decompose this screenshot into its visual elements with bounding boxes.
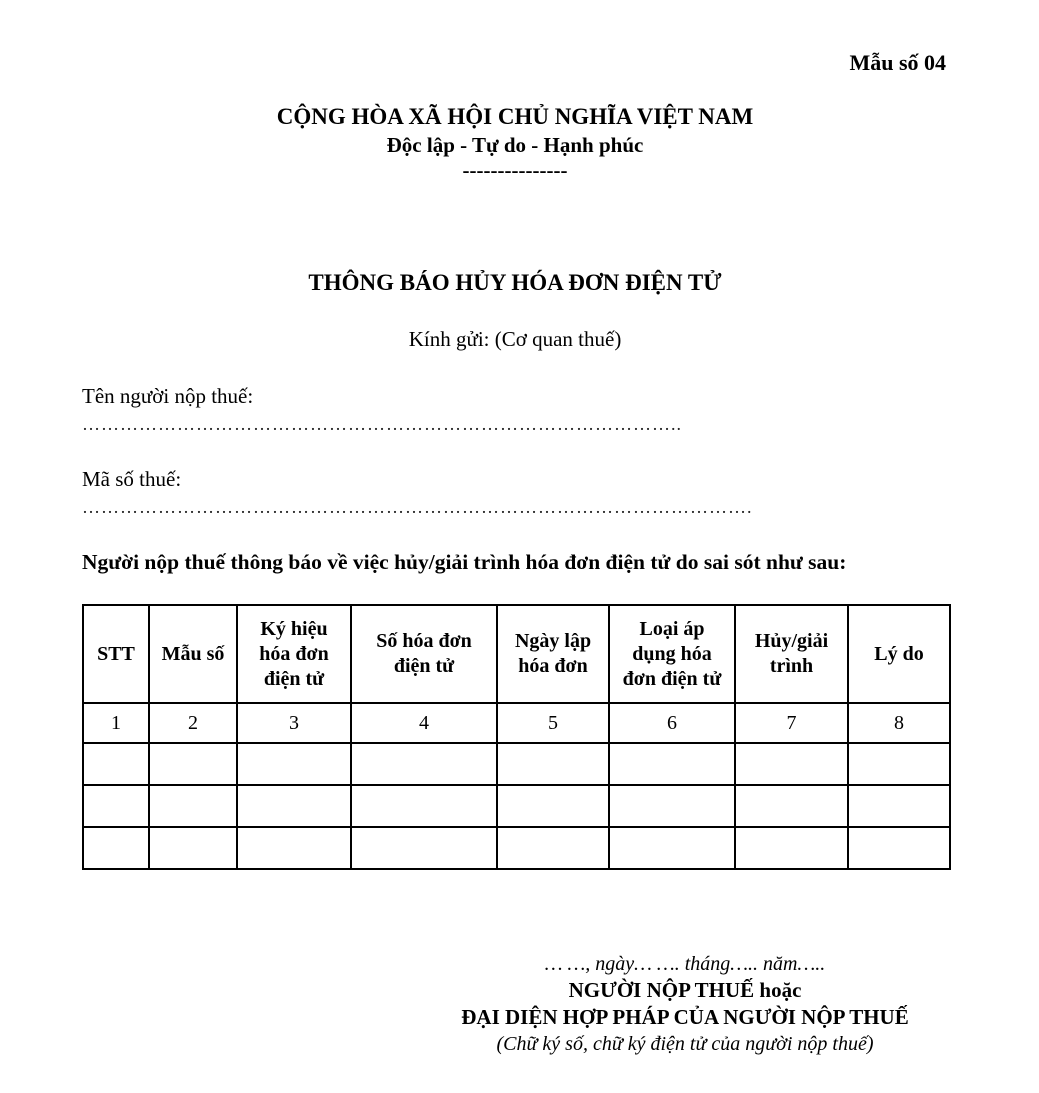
signature-date-line: … …, ngày… …. tháng….. năm…..: [544, 953, 826, 975]
column-number-cell: 4: [351, 703, 497, 743]
table-header-text: Lý do: [874, 642, 924, 665]
table-cell: [848, 743, 950, 785]
table-header-text: điện tử: [393, 655, 455, 677]
table-row: [83, 785, 950, 827]
table-cell: [149, 785, 237, 827]
column-number-cell: 6: [609, 703, 735, 743]
document-title: THÔNG BÁO HỦY HÓA ĐƠN ĐIỆN TỬ: [308, 270, 722, 295]
table-cell: [83, 827, 149, 869]
column-number-cell: 8: [848, 703, 950, 743]
column-number-cell: 5: [497, 703, 609, 743]
table-header-text: Ký hiệu: [260, 617, 328, 640]
table-header-cell: [351, 605, 497, 703]
table-header-text: điện tử: [263, 667, 325, 690]
table-header-cell: [848, 605, 950, 703]
table-cell: [237, 827, 351, 869]
signature-role-line-2: ĐẠI DIỆN HỢP PHÁP CỦA NGƯỜI NỘP THUẾ: [461, 1005, 909, 1029]
column-number-cell: 2: [149, 703, 237, 743]
table-cell: [351, 827, 497, 869]
table-header-text: hóa đơn: [518, 655, 588, 677]
table-header-text: Hủy/giải: [754, 630, 829, 652]
table-cell: [735, 785, 848, 827]
table-cell: [351, 743, 497, 785]
header-separator: ---------------: [462, 158, 568, 182]
table-header-row: [83, 605, 950, 703]
motto: Độc lập - Tự do - Hạnh phúc: [386, 133, 644, 157]
taxpayer-name-dots: …………………………………………………………………………………..: [82, 414, 682, 434]
table-row: [83, 743, 950, 785]
table-cell: [609, 743, 735, 785]
table-cell: [149, 743, 237, 785]
table-cell: [497, 785, 609, 827]
table-cell: [497, 827, 609, 869]
table-header-text: hóa đơn: [259, 642, 329, 665]
table-header-cell: [149, 605, 237, 703]
table-header-text: STT: [97, 642, 135, 665]
table-cell: [83, 743, 149, 785]
intro-statement: Người nộp thuế thông báo về việc hủy/giải trình hóa đơn điện tử do sai sót như sau:: [82, 550, 847, 574]
nation-heading: CỘNG HÒA XÃ HỘI CHỦ NGHĨA VIỆT NAM: [276, 104, 754, 129]
column-number-row: [83, 703, 950, 743]
table-cell: [237, 743, 351, 785]
table-header-text: Mẫu số: [161, 642, 225, 665]
table-header-text: Số hóa đơn: [376, 630, 472, 652]
recipient-line: Kính gửi: (Cơ quan thuế): [408, 327, 622, 351]
table-cell: [83, 785, 149, 827]
table-cell: [735, 827, 848, 869]
table-header-cell: [83, 605, 149, 703]
table-row: [83, 827, 950, 869]
table-header-text: Loại áp: [639, 617, 705, 640]
invoice-cancellation-table: [82, 604, 951, 870]
table-cell: [735, 743, 848, 785]
column-number-cell: 7: [735, 703, 848, 743]
table-cell: [237, 785, 351, 827]
table-cell: [848, 785, 950, 827]
signature-note: (Chữ ký số, chữ ký điện tử của người nộp thuế): [496, 1033, 874, 1055]
table-header-cell: [609, 605, 735, 703]
table-header-cell: [237, 605, 351, 703]
table-cell: [848, 827, 950, 869]
table-cell: [149, 827, 237, 869]
column-number-cell: 3: [237, 703, 351, 743]
table-header-text: đơn điện tử: [622, 667, 722, 690]
form-number: Mẫu số 04: [849, 50, 946, 75]
table-cell: [609, 827, 735, 869]
table-cell: [351, 785, 497, 827]
column-number-cell: 1: [83, 703, 149, 743]
tax-code-dots: …………………………………………………………………………………………….: [82, 497, 753, 517]
table-header-text: Ngày lập: [514, 630, 592, 652]
taxpayer-name-label: Tên người nộp thuế:: [82, 384, 254, 408]
tax-code-label: Mã số thuế:: [82, 467, 182, 491]
table-header-text: dụng hóa: [632, 642, 712, 665]
table-header-cell: [497, 605, 609, 703]
table-header-cell: [735, 605, 848, 703]
signature-role-line-1: NGƯỜI NỘP THUẾ hoặc: [568, 978, 802, 1002]
table-cell: [497, 743, 609, 785]
table-header-text: trình: [769, 655, 814, 677]
table-cell: [609, 785, 735, 827]
